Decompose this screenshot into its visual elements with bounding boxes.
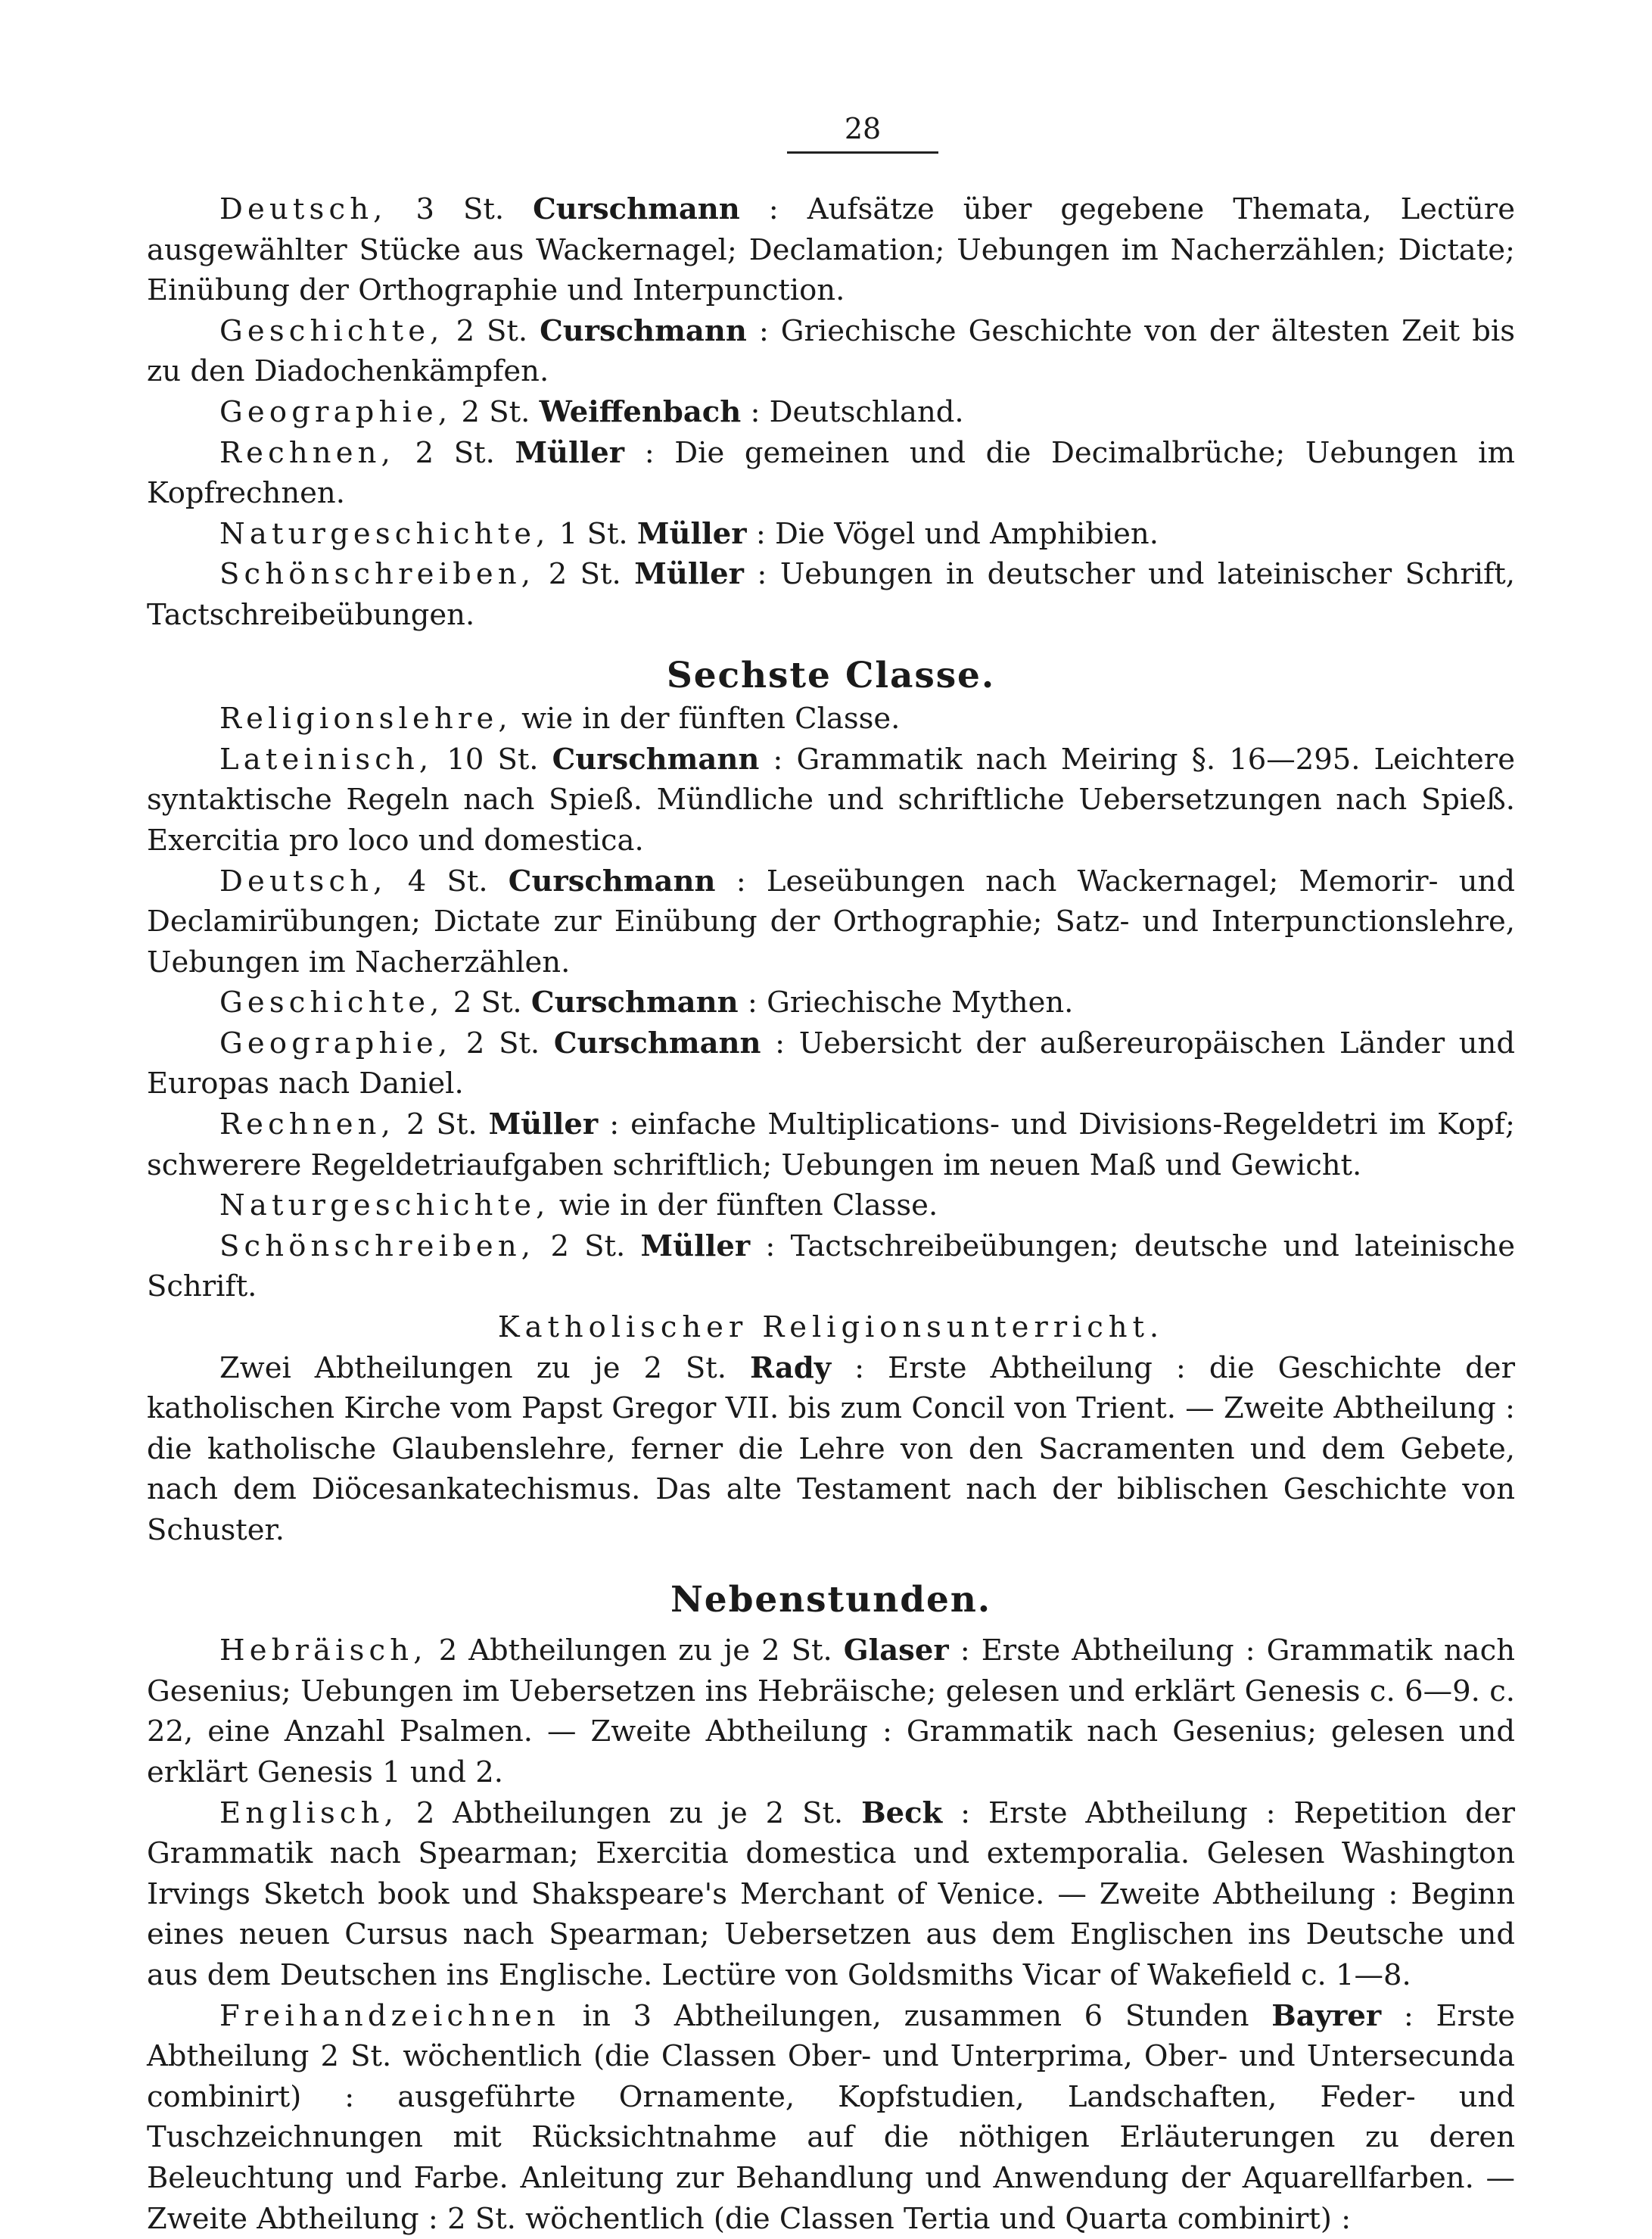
heading-sechste-classe: Sechste Classe. [666, 654, 996, 696]
entry-text: : Die gemeinen und die Decimalbrüche; Uebungen im Kopfrechnen. [147, 435, 1515, 511]
subject: Rechnen, [219, 435, 396, 470]
entry-text: : Aufsätze über gegebene Themata, Lectüre ausgewählter Stücke aus Wackernagel; Declamation; Uebungen im Nacherzählen; Dictate; Einübung der Orthographie und Interpunction. [147, 192, 1515, 308]
hours: 2 St. [461, 394, 530, 429]
subject: Deutsch, [219, 864, 387, 898]
teacher: Curschmann [553, 1026, 761, 1060]
hours: 10 St. [446, 742, 539, 777]
teacher: Curschmann [540, 313, 747, 348]
entry-text: : Leseübungen nach Wackernagel; Memorir- und Declamirübungen; Dictate zur Einübung der Orthographie; Satz- und Interpunctionslehre, Uebungen im Nacherzählen. [147, 864, 1515, 979]
hours: 3 St. [415, 192, 505, 226]
entry-text: : Erste Abtheilung : Grammatik nach Gesenius; Uebungen im Uebersetzen ins Hebräische; gelesen und erklärt Genesis c. 6—9. c. 22, eine Anzahl Psalmen. — Zweite Abtheilung : Grammatik nach Gesenius; gelesen und erklärt Genesis 1 und 2. [147, 1633, 1515, 1789]
teacher: Curschmann [552, 742, 760, 777]
hours: 2 St. [550, 1228, 626, 1263]
hours: 2 St. [456, 313, 528, 348]
entry-lead: 2 Abtheilungen zu je 2 St. [415, 1795, 844, 1830]
page-body [147, 189, 1515, 2239]
entry-text: : einfache Multiplications- und Divisions-Regeldetri im Kopf; schwerere Regeldetriaufgaben schriftlich; Uebungen im neuen Maß und Gewicht. [147, 1107, 1515, 1182]
subject: Hebräisch, [219, 1633, 428, 1668]
hours: 2 St. [415, 435, 495, 470]
entry-schoenschreiben-5 [147, 554, 1515, 635]
subject: Rechnen, [219, 1107, 396, 1142]
subject: Religionslehre, [219, 702, 512, 736]
hours: 2 St. [465, 1026, 540, 1060]
subject: Deutsch, [219, 192, 387, 226]
entry-schoenschreiben-6 [147, 1226, 1515, 1307]
entry-geographie-5 [147, 392, 1515, 433]
page-number: 28 [844, 112, 882, 145]
hours: 2 St. [406, 1107, 478, 1142]
subject: Geschichte, [219, 313, 444, 348]
entry-geschichte-6 [147, 982, 1515, 1023]
teacher: Weiffenbach [539, 394, 742, 429]
entry-geographie-6 [147, 1023, 1515, 1104]
entry-deutsch-6 [147, 861, 1515, 983]
entry-text: : Deutschland. [750, 394, 964, 429]
entry-text: wie in der fünften Classe. [558, 1188, 938, 1223]
entry-hebraeisch [147, 1630, 1515, 1792]
entry-geschichte-5 [147, 311, 1515, 392]
hours: 2 St. [548, 557, 621, 592]
teacher: Bayrer [1271, 1998, 1382, 2033]
entry-englisch [147, 1793, 1515, 1996]
entry-lead: Zwei Abtheilungen zu je 2 St. [219, 1350, 727, 1385]
hours: 1 St. [558, 516, 628, 551]
subject: Schönschreiben, [219, 1228, 536, 1263]
hours: 4 St. [407, 864, 488, 898]
entry-text: : Grammatik nach Meiring §. 16—295. Leichtere syntaktische Regeln nach Spieß. Mündliche und schriftliche Uebersetzungen nach Spieß. Exercitia pro loco und domestica. [147, 742, 1515, 858]
entry-latein-6 [147, 740, 1515, 861]
entry-text: : Erste Abtheilung 2 St. wöchentlich (die Classen Ober- und Unterprima, Ober- und Untersecunda combinirt) : ausgeführte Ornamente, Kopfstudien, Landschaften, Feder- und Tuschzeichnungen mit Rücksichtnahme auf die nöthigen Erläuterungen zu deren Beleuchtung und Farbe. Anleitung zur Behandlung und Anwendung der Aquarellfarben. — Zweite Abtheilung : 2 St. wöchentlich (die Classen Tertia und Quarta combinirt) : [147, 1998, 1515, 2236]
entry-religion-6 [147, 699, 1515, 740]
entry-deutsch-5 [147, 189, 1515, 311]
entry-text: : Griechische Geschichte von der ältesten Zeit bis zu den Diadochenkämpfen. [147, 313, 1515, 389]
heading-nebenstunden: Nebenstunden. [670, 1578, 992, 1621]
subject: Englisch, [219, 1795, 398, 1830]
teacher: Müller [515, 435, 625, 470]
teacher: Müller [488, 1107, 599, 1142]
subheading-katholisch: Katholischer Religionsunterricht. [497, 1310, 1165, 1345]
entry-lead: in 3 Abtheilungen, zusammen 6 Stunden [582, 1998, 1249, 2033]
subject: Naturgeschichte, [219, 516, 550, 551]
entry-text: : Uebungen in deutscher und lateinischer Schrift, Tactschreibeübungen. [147, 557, 1515, 632]
entry-rechnen-5 [147, 433, 1515, 514]
teacher: Beck [861, 1795, 943, 1830]
entry-kath-religion [147, 1348, 1515, 1551]
teacher: Müller [640, 1228, 751, 1263]
header-rule [787, 151, 938, 154]
subject: Schönschreiben, [219, 557, 536, 592]
entry-text: : Griechische Mythen. [747, 986, 1074, 1020]
subject: Naturgeschichte, [219, 1188, 550, 1223]
subject: Geschichte, [219, 986, 444, 1020]
subject: Freihandzeichnen [219, 1998, 561, 2033]
entry-text: : Erste Abtheilung : die Geschichte der katholischen Kirche vom Papst Gregor VII. bis zum Concil von Trient. — Zweite Abtheilung : die katholische Glaubenslehre, ferner die Lehre von den Sacramenten und dem Gebete, nach dem Diöcesankatechismus. Das alte Testament nach der biblischen Geschichte von Schuster. [147, 1350, 1515, 1547]
entry-text: wie in der fünften Classe. [521, 702, 901, 736]
teacher: Müller [636, 516, 747, 551]
entry-rechnen-6 [147, 1104, 1515, 1185]
teacher: Rady [750, 1350, 832, 1385]
teacher: Müller [634, 557, 744, 592]
teacher: Curschmann [508, 864, 716, 898]
entry-text: : Tactschreibeübungen; deutsche und lateinische Schrift. [147, 1228, 1515, 1304]
subject: Geographie, [219, 394, 453, 429]
entry-naturgeschichte-6 [147, 1185, 1515, 1226]
hours: 2 St. [453, 986, 522, 1020]
entry-text: : Erste Abtheilung : Repetition der Grammatik nach Spearman; Exercitia domestica und extemporalia. Gelesen Washington Irvings Sketch book und Shakspeare's Merchant of Venice. — Zweite Abtheilung : Beginn eines neuen Cursus nach Spearman; Uebersetzen aus dem Englischen ins Deutsche und aus dem Deutschen ins Englische. Lectüre von Goldsmiths Vicar of Wakefield c. 1—8. [147, 1795, 1515, 1992]
entry-freihandzeichnen [147, 1996, 1515, 2239]
entry-text: : Uebersicht der außereuropäischen Länder und Europas nach Daniel. [147, 1026, 1515, 1101]
teacher: Curschmann [530, 986, 739, 1020]
entry-naturgeschichte-5 [147, 514, 1515, 555]
entry-lead: 2 Abtheilungen zu je 2 St. [438, 1633, 832, 1668]
teacher: Curschmann [533, 192, 740, 226]
subject: Lateinisch, [219, 742, 434, 777]
entry-text: : Die Vögel und Amphibien. [755, 516, 1159, 551]
subject: Geographie, [219, 1026, 453, 1060]
teacher: Glaser [843, 1633, 949, 1668]
